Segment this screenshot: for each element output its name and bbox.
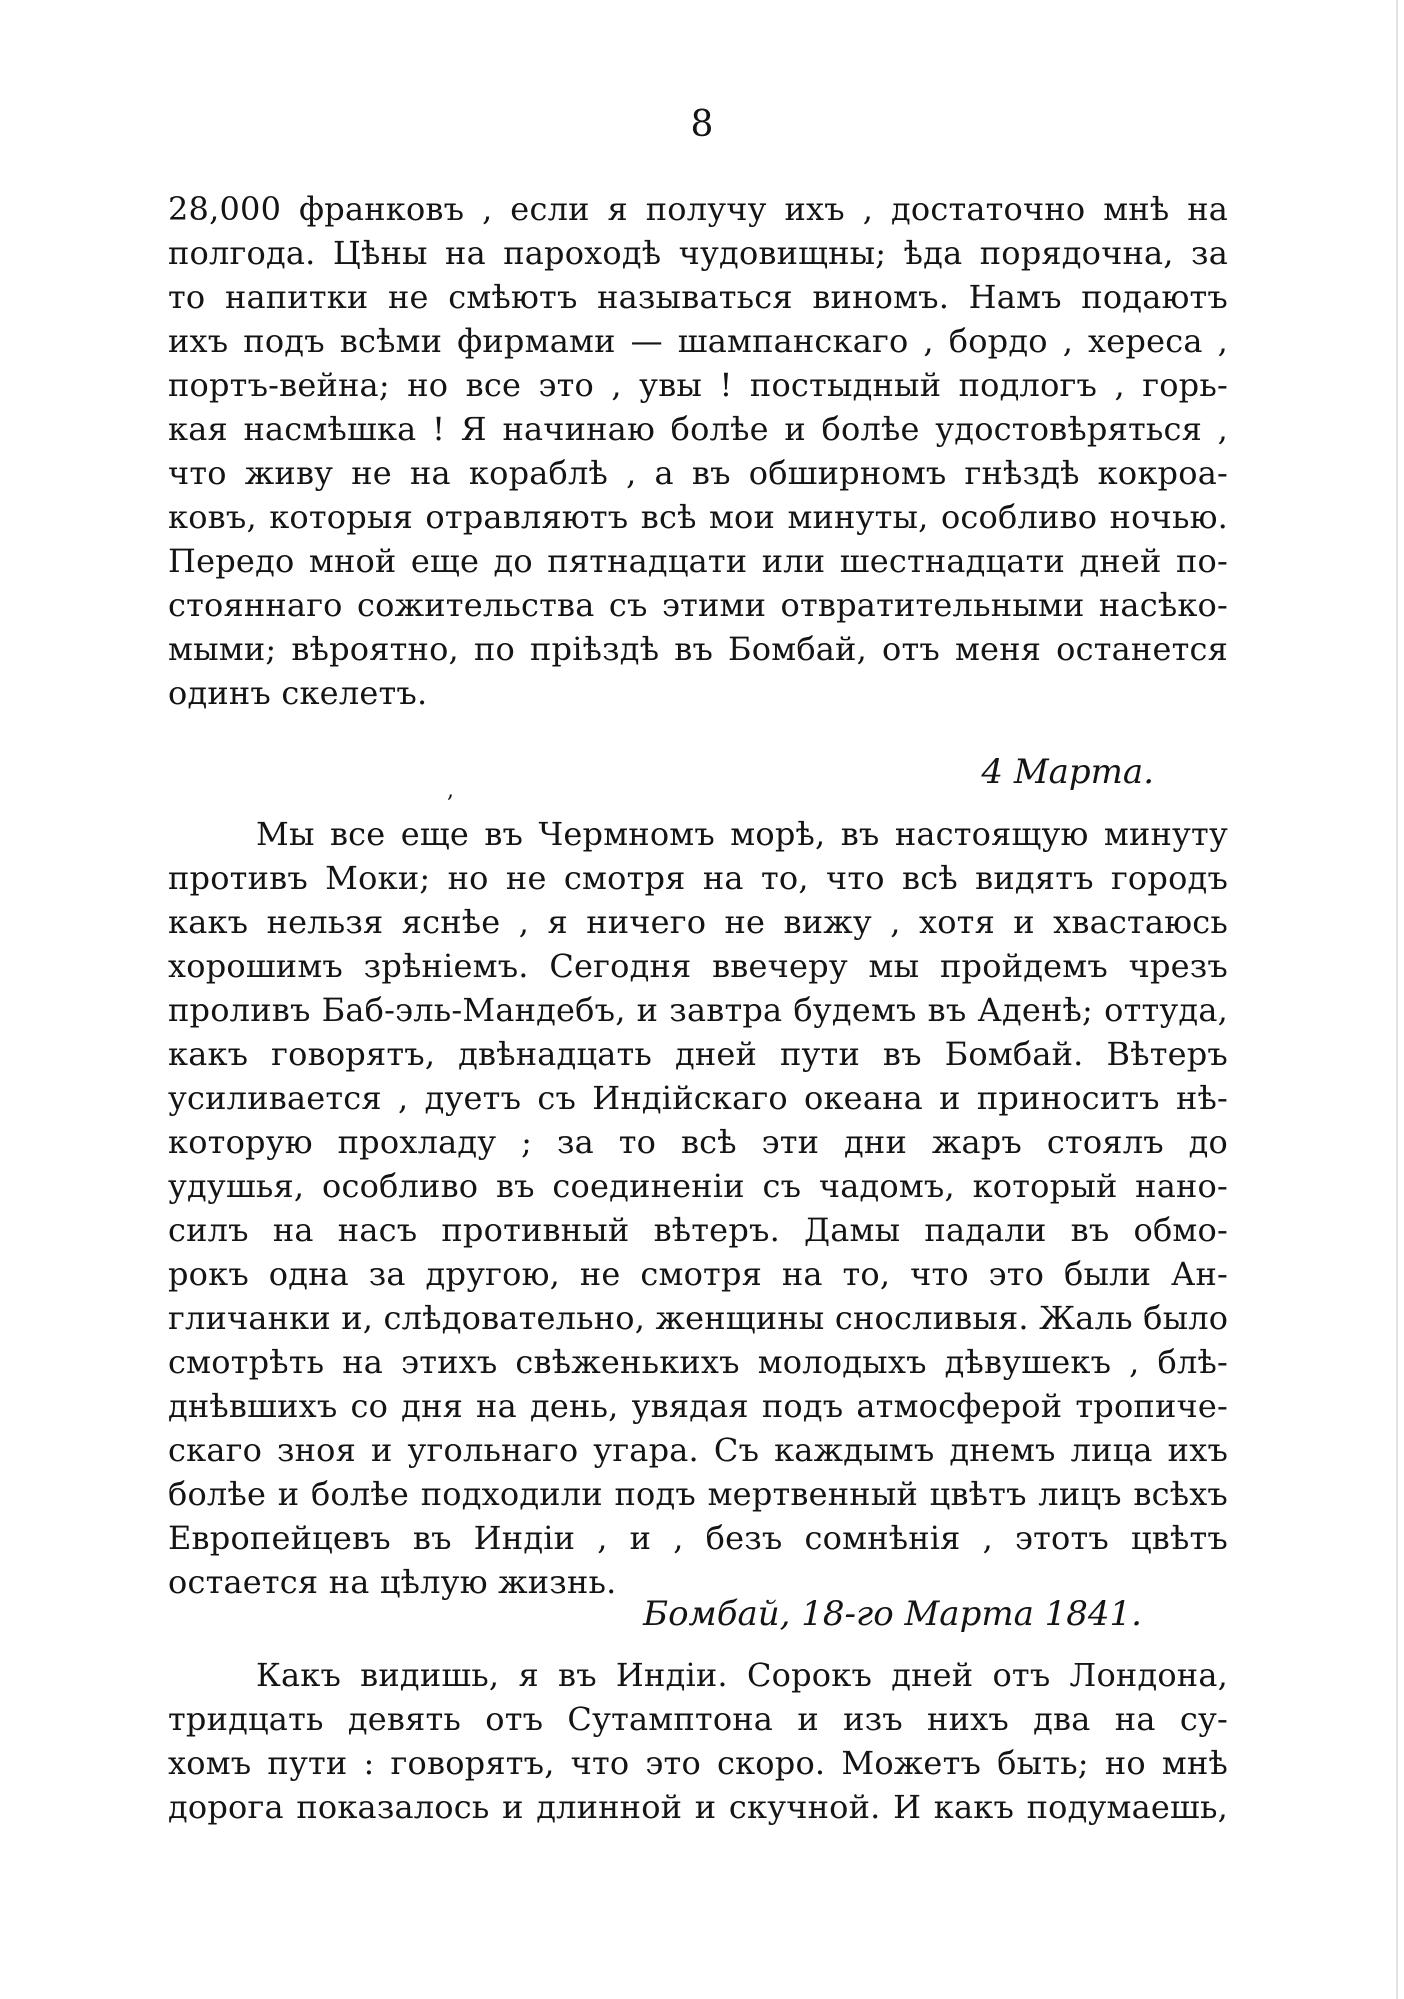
paragraph-continued (168, 187, 1228, 715)
dateline: Бомбай, 18-го Марта 1841. (643, 1594, 1142, 1634)
text-line: остается на цѣлую жизнь. (168, 1563, 617, 1601)
text-line: силъ на насъ противный вѣтеръ. Дамы падали въ обмо- (168, 1211, 1228, 1249)
text-line: 28,000 франковъ , если я получу ихъ , достаточно мнѣ на (168, 190, 1228, 228)
text-line: которую прохладу ; за то всѣ эти дни жаръ стоялъ до (168, 1123, 1228, 1161)
text-line: смотрѣть на этихъ свѣженькихъ молодыхъ дѣвушекъ , блѣ- (168, 1343, 1228, 1381)
text-line: днѣвшихъ со дня на день, увядая подъ атмосферой тропиче- (168, 1387, 1228, 1425)
text-line: одинъ скелетъ. (168, 674, 428, 712)
paragraph (168, 1653, 1228, 1829)
paragraph (168, 812, 1228, 1604)
text-line: усиливается , дуетъ съ Индійскаго океана и приноситъ нѣ- (168, 1079, 1228, 1117)
text-line: портъ-вейна; но все это , увы ! постыдный подлогъ , горь- (168, 366, 1228, 404)
text-line: мыми; вѣроятно, по пріѣздѣ въ Бомбай, отъ меня останется (168, 630, 1228, 668)
text-line: гличанки и, слѣдовательно, женщины сносливыя. Жаль было (168, 1299, 1228, 1337)
text-line: хомъ пути : говорятъ, что это скоро. Можетъ быть; но мнѣ (168, 1744, 1228, 1782)
dateline: 4 Марта. (981, 752, 1154, 792)
text-line: Мы все еще въ Чермномъ морѣ, въ настоящую минуту (256, 815, 1228, 853)
text-line: удушья, особливо въ соединеніи съ чадомъ, который нано- (168, 1167, 1228, 1205)
text-line: хорошимъ зрѣніемъ. Сегодня ввечеру мы пройдемъ чрезъ (168, 947, 1228, 985)
text-line: Передо мной еще до пятнадцати или шестнадцати дней по- (168, 542, 1228, 580)
text-line: болѣе и болѣе подходили подъ мертвенный цвѣтъ лицъ всѣхъ (168, 1475, 1228, 1513)
text-line: то напитки не смѣютъ называться виномъ. Намъ подаютъ (168, 278, 1228, 316)
text-line: скаго зноя и угольнаго угара. Съ каждымъ днемъ лица ихъ (168, 1431, 1228, 1469)
text-line: Европейцевъ въ Индіи , и , безъ сомнѣнія , этотъ цвѣтъ (168, 1519, 1228, 1557)
print-speck: , (447, 778, 454, 803)
page-number: 8 (690, 104, 714, 145)
text-line: полгода. Цѣны на пароходѣ чудовищны; ѣда порядочна, за (168, 234, 1228, 272)
text-line: стояннаго сожительства съ этими отвратительными насѣко- (168, 586, 1228, 624)
text-line: дорога показалось и длинной и скучной. И какъ подумаешь, (168, 1788, 1228, 1826)
text-line: ковъ, которыя отравляютъ всѣ мои минуты, особливо ночью. (168, 498, 1228, 536)
text-line: тридцать девять отъ Сутамптона и изъ нихъ два на су- (168, 1700, 1228, 1738)
text-line: проливъ Баб-эль-Мандебъ, и завтра будемъ въ Аденѣ; оттуда, (168, 991, 1228, 1029)
text-line: ихъ подъ всѣми фирмами — шампанскаго , бордо , хереса , (168, 322, 1228, 360)
text-line: противъ Моки; но не смотря на то, что всѣ видятъ городъ (168, 859, 1228, 897)
text-line: Какъ видишь, я въ Индіи. Сорокъ дней отъ Лондона, (256, 1656, 1228, 1694)
text-line: рокъ одна за другою, не смотря на то, что это были Ан- (168, 1255, 1228, 1293)
text-line: что живу не на кораблѣ , а въ обширномъ гнѣздѣ кокроа- (168, 454, 1228, 492)
text-line: какъ говорятъ, двѣнадцать дней пути въ Бомбай. Вѣтеръ (168, 1035, 1228, 1073)
text-line: кая насмѣшка ! Я начинаю болѣе и болѣе удостовѣряться , (168, 410, 1228, 448)
text-line: какъ нельзя яснѣе , я ничего не вижу , хотя и хвастаюсь (168, 903, 1228, 941)
page-edge-line (1396, 0, 1398, 1999)
